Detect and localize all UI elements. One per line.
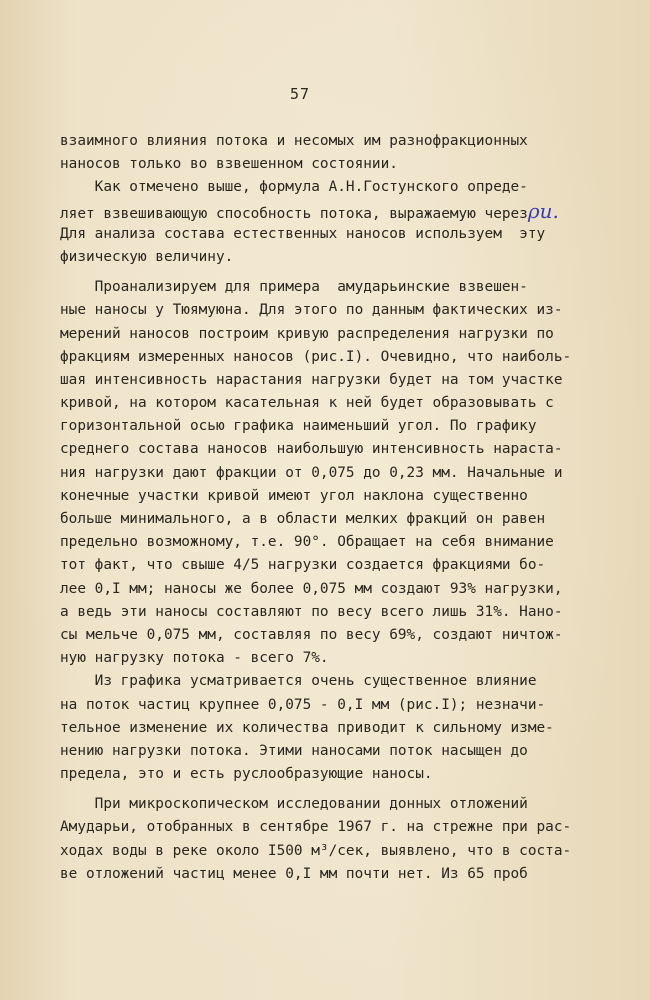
text-line: ные наносы у Тюямуюна. Для этого по данным фактических из-: [60, 302, 563, 319]
paragraph-gap: [60, 786, 595, 793]
text-line: Проанализируем для примера амударьинские взвешен-: [60, 279, 528, 296]
paragraph-3: [60, 276, 595, 670]
text-line: больше минимального, а в области мелких фракций он равен: [60, 511, 546, 527]
paragraph-4: [60, 670, 595, 786]
text-line: ния нагрузки дают фракции от 0,075 до 0,23 мм. Начальные и: [60, 464, 563, 481]
handwritten-insert: ρu.: [527, 198, 559, 223]
text-line: мерений наносов построим кривую распределения нагрузки по: [60, 325, 554, 342]
text-line: лее 0,I мм; наносы же более 0,075 мм создают 93% нагрузки,: [60, 580, 563, 597]
text-line: При микроскопическом исследовании донных отложений: [60, 796, 528, 813]
text-line: сы мельче 0,075 мм, составляя по весу 69%, создают ничтож-: [60, 626, 563, 643]
text-line: Для анализа состава естественных наносов используем эту: [60, 225, 546, 242]
text-line: нению нагрузки потока. Этими наносами поток насыщен до: [60, 742, 528, 759]
text-line: физическую величину.: [60, 248, 234, 265]
text-line: ходах воды в реке около I500 м³/сек, выявлено, что в соста-: [60, 842, 572, 859]
text-line: конечные участки кривой имеют угол наклона существенно: [60, 487, 528, 504]
text-line: на поток частиц крупнее 0,075 - 0,I мм (рис.I); незначи-: [60, 696, 546, 713]
text-line: Как отмечено выше, формула А.Н.Гостунского опреде-: [60, 179, 528, 196]
text-line: ную нагрузку потока - всего 7%.: [60, 650, 329, 667]
text-line: ве отложений частиц менее 0,I мм почти нет. Из 65 проб: [60, 865, 528, 882]
paragraph-1: [60, 130, 595, 176]
document-body: [60, 130, 595, 886]
text-line: а ведь эти наносы составляют по весу всего лишь 31%. Нано-: [60, 603, 563, 620]
text-line: предела, это и есть руслообразующие наносы.: [60, 766, 433, 783]
text-line: тельное изменение их количества приводит к сильному изме-: [60, 719, 554, 736]
paragraph-5: [60, 793, 595, 886]
text-line: горизонтальной осью графика наименьший угол. По графику: [60, 418, 537, 435]
text-line: фракциям измеренных наносов (рис.I). Очевидно, что наиболь-: [60, 348, 572, 365]
text-line: Из графика усматривается очень существенное влияние: [60, 673, 537, 690]
text-line-content: ляет взвешивающую способность потока, выражаемую через: [60, 205, 528, 222]
text-line: наносов только во взвешенном состоянии.: [60, 156, 398, 173]
paragraph-gap: [60, 269, 595, 276]
text-line: взаимного влияния потока и несомых им разнофракционных: [60, 133, 528, 149]
text-line: среднего состава наносов наибольшую интенсивность нараста-: [60, 441, 563, 458]
text-line: предельно возможному, т.е. 90°. Обращает на себя внимание: [60, 534, 554, 551]
text-line: шая интенсивность нарастания нагрузки будет на том участке: [60, 371, 563, 388]
paragraph-2: [60, 176, 595, 269]
page-number: 57: [289, 85, 311, 103]
text-line: Амударьи, отобранных в сентябре 1967 г. на стрежне при рас-: [60, 819, 572, 836]
text-line: тот факт, что свыше 4/5 нагрузки создается фракциями бо-: [60, 557, 546, 574]
text-line: [60, 200, 595, 223]
text-line: кривой, на котором касательная к ней будет образовывать с: [60, 395, 554, 412]
